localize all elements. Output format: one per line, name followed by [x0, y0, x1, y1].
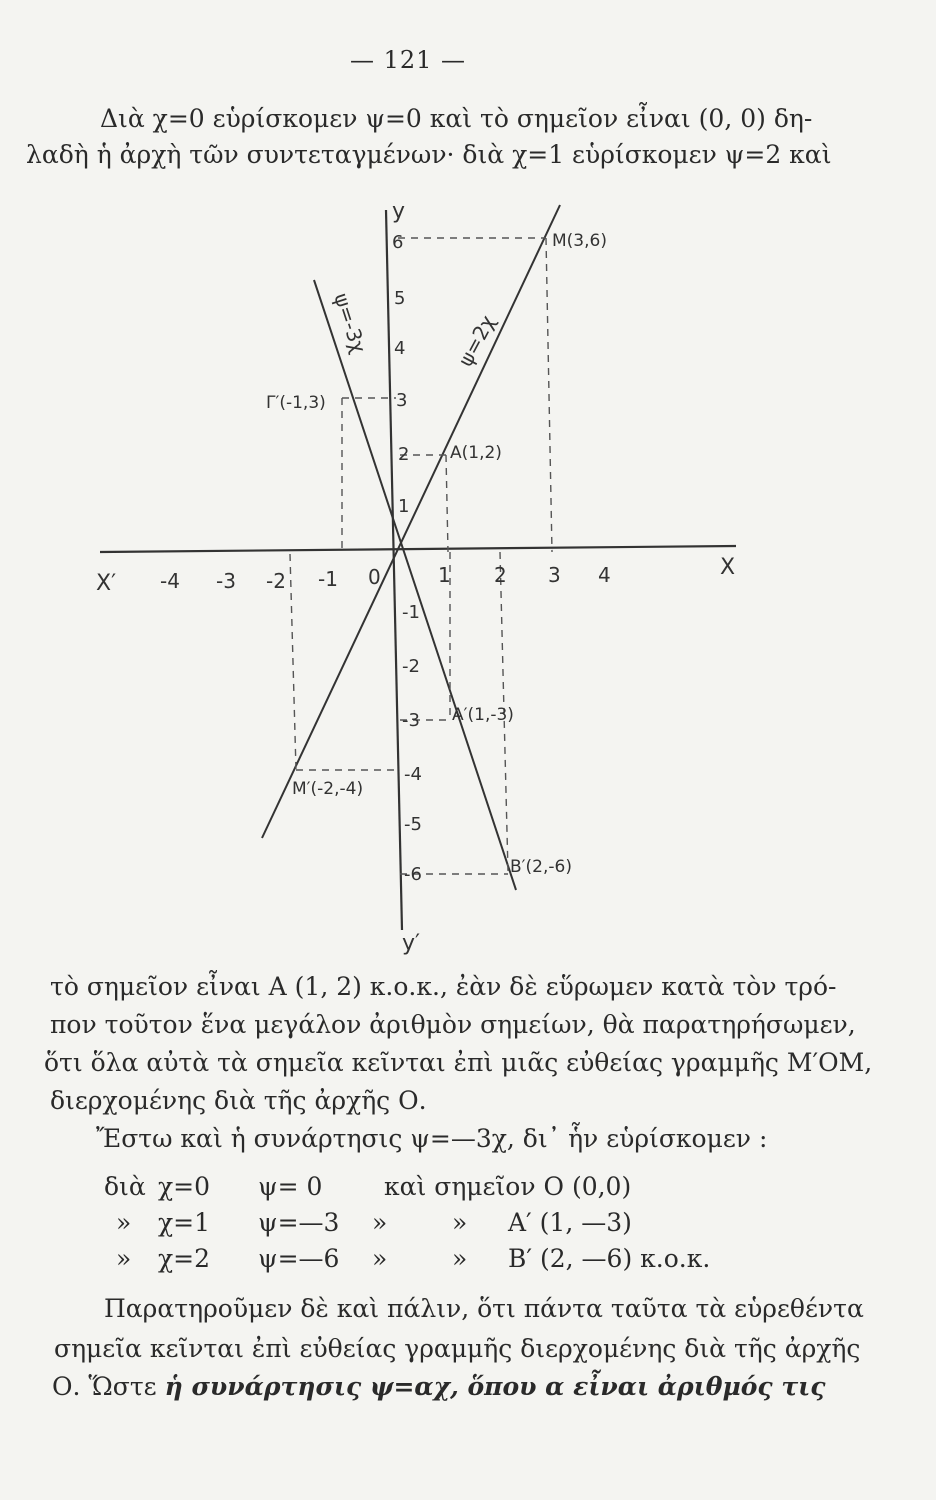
y-tick: 5: [394, 288, 406, 309]
y-tick: 6: [392, 232, 404, 253]
cell: B′ (2, —6) κ.ο.κ.: [508, 1244, 711, 1273]
x-tick: -3: [216, 569, 236, 593]
point-Gamma-prime: Γ′(-1,3): [266, 393, 326, 413]
cell: »: [116, 1244, 132, 1273]
cell: ψ= 0: [258, 1172, 323, 1201]
y-tick: 4: [394, 338, 406, 359]
body-line-5: Ἔστω καὶ ἡ συνάρτησις ψ=—3χ, δι᾽ ἧν εὑρίσκομεν :: [96, 1124, 768, 1153]
y-tick: -2: [402, 656, 420, 677]
cell: »: [372, 1244, 388, 1273]
y-tick: -4: [404, 764, 422, 785]
cell: χ=1: [158, 1208, 211, 1237]
cell: »: [452, 1208, 468, 1237]
cell: »: [452, 1244, 468, 1273]
x-tick: 1: [438, 563, 451, 587]
point-M: M(3,6): [552, 231, 607, 251]
line-y-equals-2x: [262, 205, 560, 838]
y-tick: -3: [402, 710, 420, 731]
x-tick: 4: [598, 563, 611, 587]
x-prime-label: X′: [96, 571, 117, 596]
y-tick: -5: [404, 814, 422, 835]
point-A-prime: A′(1,-3): [452, 705, 514, 725]
point-B-prime: B′(2,-6): [510, 857, 572, 877]
cell: χ=2: [158, 1244, 211, 1273]
body-line-1: τὸ σημεῖον εἶναι A (1, 2) κ.ο.κ., ἐὰν δὲ εὕρωμεν κατὰ τὸν τρό-: [50, 972, 837, 1001]
point-M-prime: M′(-2,-4): [292, 779, 364, 799]
y-tick: 1: [398, 496, 410, 517]
y-tick: -1: [402, 602, 420, 623]
cell: »: [116, 1208, 132, 1237]
line-minus-3x-label: ψ=-3χ: [329, 290, 372, 356]
x-tick: -2: [266, 569, 286, 593]
y-tick: 3: [396, 390, 408, 411]
cell: »: [372, 1208, 388, 1237]
origin-label: 0: [368, 565, 381, 589]
closing-line-1: Παρατηροῦμεν δὲ καὶ πάλιν, ὅτι πάντα ταῦτα τὰ εὑρεθέντα: [104, 1294, 864, 1323]
body-line-2: πον τοῦτον ἕνα μεγάλον ἀριθμὸν σημείων, θὰ παρατηρήσωμεν,: [50, 1010, 856, 1039]
closing-line-3-start: Ο. Ὥστε: [52, 1372, 157, 1401]
closing-line-3-bold: ἡ συνάρτησις ψ=αχ, ὅπου α εἶναι ἀριθμός τις: [164, 1372, 826, 1401]
coordinate-figure: [0, 190, 936, 970]
line-2x-label: ψ=2χ: [453, 311, 500, 371]
closing-line-3: [52, 1372, 825, 1401]
y-prime-label: y′: [402, 931, 421, 956]
y-tick: -6: [404, 864, 422, 885]
x-tick: -1: [318, 567, 338, 591]
cell: ψ=—3: [258, 1208, 340, 1237]
cell: διὰ: [104, 1172, 146, 1201]
x-axis: [100, 546, 736, 552]
x-tick: 3: [548, 563, 561, 587]
x-tick: -4: [160, 569, 180, 593]
cell: A′ (1, —3): [508, 1208, 632, 1237]
page-number: — 121 —: [349, 46, 467, 74]
body-line-3: ὅτι ὅλα αὐτὰ τὰ σημεῖα κεῖνται ἐπὶ μιᾶς εὐθείας γραμμῆς Μ′ΟΜ,: [44, 1048, 873, 1077]
cell: ψ=—6: [258, 1244, 340, 1273]
y-tick: 2: [398, 444, 410, 465]
intro-line-2: λαδὴ ἡ ἀρχὴ τῶν συντεταγμένων· διὰ χ=1 εὑρίσκομεν ψ=2 καὶ: [26, 140, 832, 169]
cell: καὶ σημεῖον O (0,0): [384, 1172, 632, 1201]
point-A: A(1,2): [450, 443, 502, 463]
x-tick: 2: [494, 563, 507, 587]
cell: χ=0: [158, 1172, 211, 1201]
body-line-4: διερχομένης διὰ τῆς ἀρχῆς Ο.: [50, 1086, 427, 1115]
x-axis-label: X: [720, 555, 736, 580]
intro-line-1: Διὰ χ=0 εὑρίσκομεν ψ=0 καὶ τὸ σημεῖον εἶναι (0, 0) δη-: [100, 104, 813, 133]
closing-line-2: σημεῖα κεῖνται ἐπὶ εὐθείας γραμμῆς διερχομένης διὰ τῆς ἀρχῆς: [54, 1334, 861, 1363]
y-axis-label: y: [392, 199, 406, 224]
